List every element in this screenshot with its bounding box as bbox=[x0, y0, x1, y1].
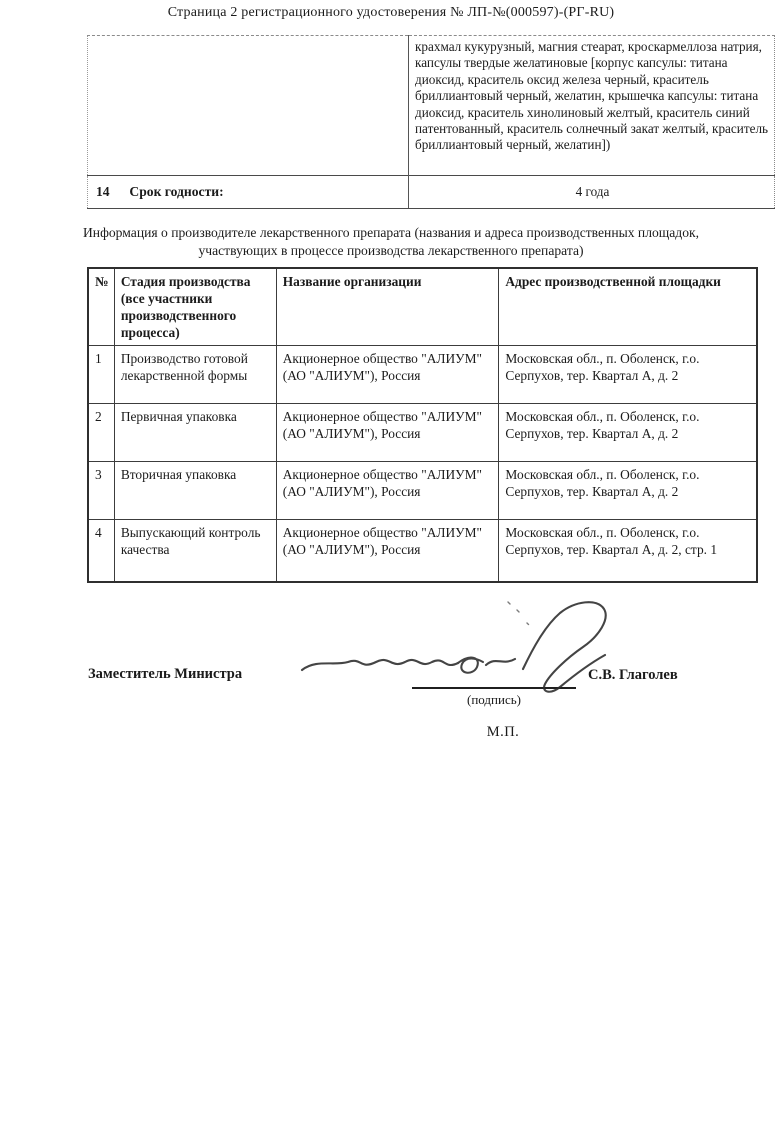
cell-stage: Первичная упаковка bbox=[114, 404, 276, 462]
header-address: Адрес производственной площадки bbox=[499, 268, 757, 346]
table-row bbox=[88, 520, 757, 582]
cell-num: 2 bbox=[88, 404, 114, 462]
cell-org: Акционерное общество "АЛИУМ" (АО "АЛИУМ"), Россия bbox=[276, 520, 499, 582]
cell-num: 4 bbox=[88, 520, 114, 582]
shelf-life-label: Срок годности: bbox=[129, 183, 224, 199]
excipients-cell: крахмал кукурузный, магния стеарат, кроскармеллоза натрия, капсулы твердые желатиновые [корпус капсулы: титана диоксид, краситель оксид железа черный, краситель бриллиантовый черный, желатин, крышечка капсулы: титана диоксид, краситель хинолиновый желтый, краситель синий патентованный, краситель солнечный закат желтый, краситель бриллиантовый черный, желатин]) bbox=[409, 36, 775, 176]
page-title: Страница 2 регистрационного удостоверения № ЛП-№(000597)-(РГ-RU) bbox=[167, 5, 615, 20]
cell-org: Акционерное общество "АЛИУМ" (АО "АЛИУМ"), Россия bbox=[276, 462, 499, 520]
cell-num: 3 bbox=[88, 462, 114, 520]
cell-org: Акционерное общество "АЛИУМ" (АО "АЛИУМ"), Россия bbox=[276, 346, 499, 404]
table-row bbox=[88, 462, 757, 520]
signer-position-title: Заместитель Министра bbox=[88, 666, 243, 682]
table-row bbox=[88, 36, 775, 176]
shelf-life-table bbox=[87, 35, 775, 209]
empty-continuation-cell bbox=[88, 36, 409, 176]
header-org: Название организации bbox=[276, 268, 499, 346]
signature-caption: (подпись) bbox=[467, 692, 521, 707]
cell-address: Московская обл., п. Оболенск, г.о. Серпухов, тер. Квартал А, д. 2, стр. 1 bbox=[499, 520, 757, 582]
cell-address: Московская обл., п. Оболенск, г.о. Серпухов, тер. Квартал А, д. 2 bbox=[499, 404, 757, 462]
cell-address: Московская обл., п. Оболенск, г.о. Серпухов, тер. Квартал А, д. 2 bbox=[499, 346, 757, 404]
shelf-life-value: 4 года bbox=[409, 176, 775, 209]
table-header-row bbox=[88, 268, 757, 346]
table-row bbox=[88, 176, 775, 209]
cell-stage: Выпускающий контроль качества bbox=[114, 520, 276, 582]
cell-address: Московская обл., п. Оболенск, г.о. Серпухов, тер. Квартал А, д. 2 bbox=[499, 462, 757, 520]
manufacturer-table bbox=[87, 267, 758, 583]
row-number: 14 bbox=[96, 183, 110, 199]
cell-stage: Производство готовой лекарственной формы bbox=[114, 346, 276, 404]
cell-org: Акционерное общество "АЛИУМ" (АО "АЛИУМ"), Россия bbox=[276, 404, 499, 462]
table-row bbox=[88, 346, 757, 404]
shelf-life-label-cell bbox=[88, 176, 409, 209]
signer-name: С.В. Глаголев bbox=[588, 667, 678, 683]
manufacturer-intro: Информация о производителе лекарственного препарата (названия и адреса производственных площадок, участвующих в процессе производства лекарственного препарата) bbox=[82, 225, 699, 258]
handwritten-signature-image bbox=[298, 596, 628, 704]
cell-num: 1 bbox=[88, 346, 114, 404]
table-row bbox=[88, 404, 757, 462]
cell-stage: Вторичная упаковка bbox=[114, 462, 276, 520]
header-stage: Стадия производства (все участники производственного процесса) bbox=[114, 268, 276, 346]
stamp-place-label: М.П. bbox=[486, 724, 520, 740]
header-num: № bbox=[88, 268, 114, 346]
